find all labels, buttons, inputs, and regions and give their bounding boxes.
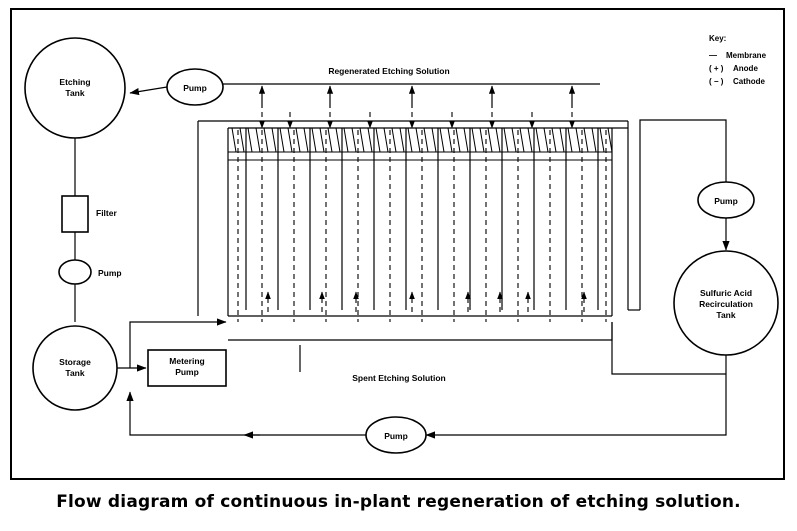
electrode-plates: [246, 128, 598, 310]
metering-pump-label-line1: Metering: [169, 356, 205, 366]
key-label-cathode: Cathode: [733, 77, 765, 86]
pump-bottom-label: Pump: [384, 431, 408, 441]
regenerated-risers: [262, 112, 572, 128]
spent-stream-label: Spent Etching Solution: [352, 373, 446, 383]
key-symbol-membrane: —: [709, 51, 717, 60]
figure-caption: Flow diagram of continuous in-plant regeneration of etching solution.: [56, 492, 741, 512]
header-risers: [262, 86, 572, 108]
bottom-return-line: [130, 392, 366, 435]
etching-tank-label-line1: Etching: [59, 77, 91, 87]
key-block: [709, 34, 767, 86]
pump-right-label: Pump: [714, 196, 738, 206]
filter-label: Filter: [96, 208, 117, 218]
key-symbol-cathode: ( − ): [709, 77, 724, 86]
sulfuric-to-bottom-pump-line: [426, 355, 726, 435]
sulfuric-tank-label-line3: Tank: [716, 310, 736, 320]
membranes: [238, 130, 606, 322]
cell-stack: [198, 121, 640, 316]
spent-feed-risers: [268, 292, 584, 312]
pump-filter: [59, 260, 91, 284]
key-label-anode: Anode: [733, 64, 758, 73]
key-title: Key:: [709, 34, 727, 43]
filter-box: [62, 196, 88, 232]
sulfuric-tank-label-line2: Recirculation: [699, 299, 753, 309]
key-symbol-anode: ( + ): [709, 64, 724, 73]
pump-filter-label: Pump: [98, 268, 122, 278]
pump-to-etching-line: [130, 87, 167, 93]
metering-pump-label-line2: Pump: [175, 367, 199, 377]
pump-top-label: Pump: [183, 83, 207, 93]
spent-return-line: [228, 322, 612, 340]
regenerated-stream-label: Regenerated Etching Solution: [328, 66, 450, 76]
storage-tank-label-line2: Tank: [65, 368, 85, 378]
key-label-membrane: Membrane: [726, 51, 767, 60]
etching-tank-label-line2: Tank: [65, 88, 85, 98]
storage-tank-label-line1: Storage: [59, 357, 91, 367]
sulfuric-tank-label-line1: Sulfuric Acid: [699, 288, 753, 298]
